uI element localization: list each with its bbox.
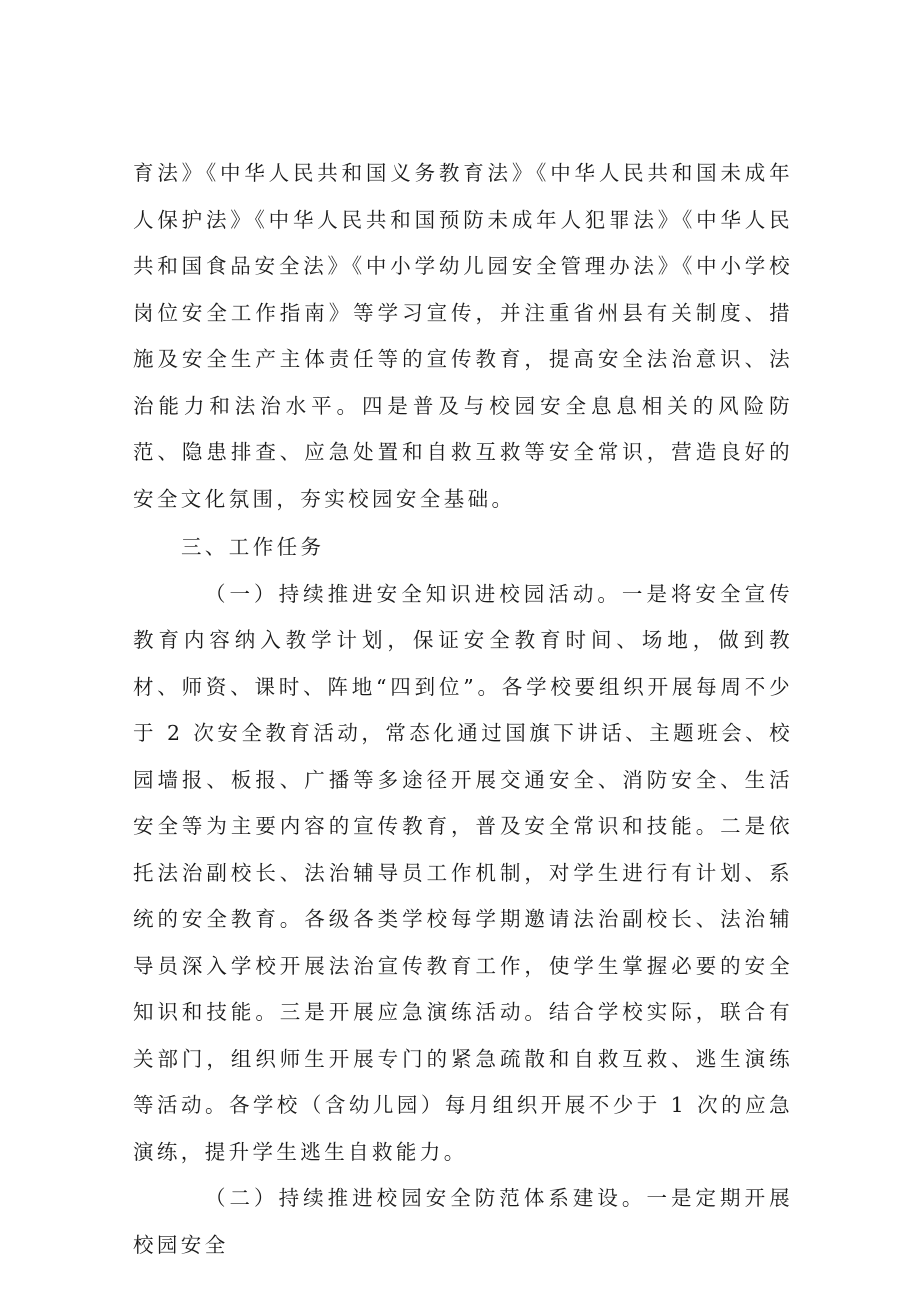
document-body [133,150,793,1268]
body-paragraph: （二）持续推进校园安全防范体系建设。一是定期开展校园安全 [133,1186,793,1257]
body-paragraph: 育法》《中华人民共和国义务教育法》《中华人民共和国未成年人保护法》《中华人民共和国预防未成年人犯罪法》《中华人民共和国食品安全法》《中小学幼儿园安全管理办法》《中小学校岗位安全工作指南》等学习宣传，并注重省州县有关制度、措施及安全生产主体责任等的宣传教育，提高安全法治意识、法治能力和法治水平。四是普及与校园安全息息相关的风险防范、隐患排查、应急处置和自救互救等安全常识，营造良好的安全文化氛围，夯实校园安全基础。 [133,161,793,511]
section-heading: 三、工作任务 [181,535,325,559]
body-paragraph: （一）持续推进安全知识进校园活动。一是将安全宣传教育内容纳入教学计划，保证安全教育时间、场地，做到教材、师资、课时、阵地“四到位”。各学校要组织开展每周不少于 2 次安全教育活动，常态化通过国旗下讲话、主题班会、校园墙报、板报、广播等多途径开展交通安全、消防安全、生活安全等为主要内容的宣传教育，普及安全常识和技能。二是依托法治副校长、法治辅导员工作机制，对学生进行有计划、系统的安全教育。各级各类学校每学期邀请法治副校长、法治辅导员深入学校开展法治宣传教育工作，使学生掌握必要的安全知识和技能。三是开展应急演练活动。结合学校实际，联合有关部门，组织师生开展专门的紧急疏散和自救互救、逃生演练等活动。各学校（含幼儿园）每月组织开展不少于 1 次的应急演练，提升学生逃生自救能力。 [133,581,793,1164]
